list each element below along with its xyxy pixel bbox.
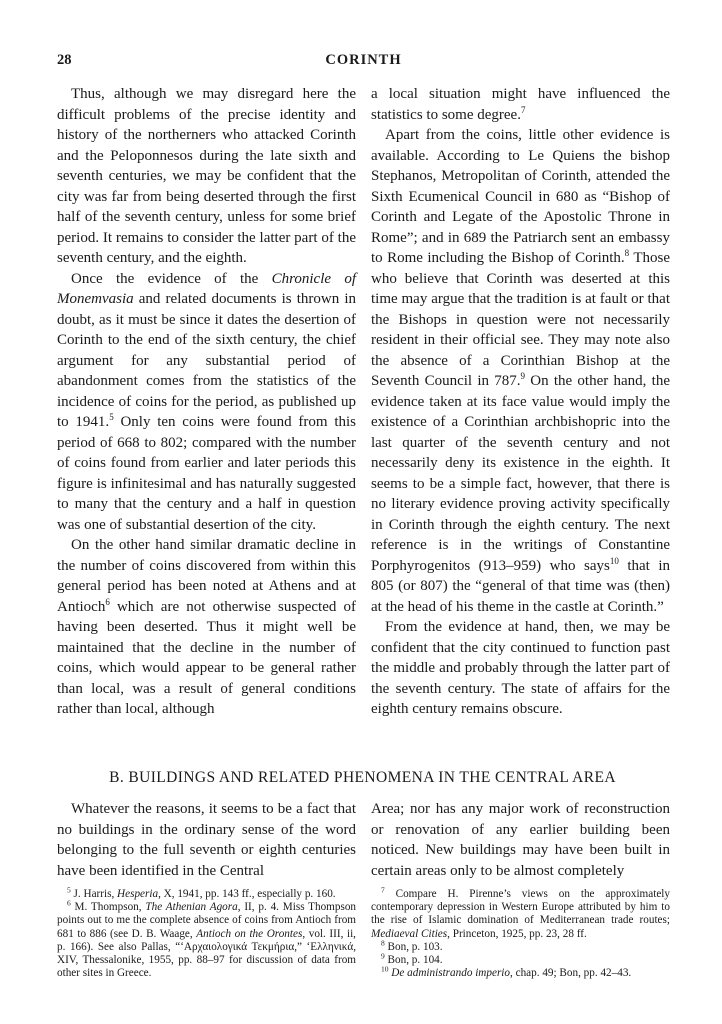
paragraph: a local situation might have influenced the statistics to some degree.$^7$ (371, 86, 670, 123)
paragraph: Area; nor has any major work of reconstruction or renovation of any earlier building been noticed. New buildings may have been built in certain areas only to be almost completely (371, 801, 670, 879)
paragraph: Whatever the reasons, it seems to be a fact that no buildings in the ordinary sense of the word belonging to the full seventh or eighth centuries have been identified in the Central (57, 801, 356, 879)
footnote-ref: 8 (624, 248, 630, 258)
footnotes-right (371, 885, 670, 980)
paragraph: Apart from the coins, little other evidence is available. According to Le Quiens the bishop Stephanos, Metropolitan of Corinth, attended the Sixth Ecumenical Council in 680 as “Bishop of Corinth and Legate of the Apostolic Throne in Rome”; and in 689 the Patriarch sent an embassy to Rome including the Bishop of Corinth.$^8$ Those who believe that Corinth was deserted at this time may argue that the tradition is at fault or that the Bishops in question were not necessarily resident in their official see. They may note also the absence of a Corinthian Bishop at the Seventh Council in 787.$^9$ On the other hand, the evidence taken at its face value would imply the existence of a Corinthian archbishopric into the last quarter of the seventh century and not necessarily deny its existence in the eighth. It seems to be a simple fact, however, that there is no literary evidence proving activity specifically in Corinth through the eighth century. The next reference is in the writings of Constantine Porphyrogenitos (913–959) who says$^{10}$ that in 805 (or 807) the “general of that time was (then) at the head of his theme in the castle at Corinth.” (371, 127, 670, 615)
page-number: 28 (57, 52, 72, 68)
footnote-ref: 10 (609, 555, 619, 566)
footnote-10: $^{10}$ De administrando imperio, chap. 49; Bon, pp. 42–43. (381, 964, 632, 980)
left-column-lower (57, 799, 356, 881)
footnote-7: $^7$ Compare H. Pirenne’s views on the approximately contemporary depression in Western Europe attributed by him to the rise of Islamic domination of Mediterranean trade routes; Mediaeval Cities, Princeton, 1925, pp. 23, 28 ff. (371, 885, 670, 940)
paragraph: From the evidence at hand, then, we may be confident that the city continued to function past the middle and probably through the latter part of the seventh century. The state of affairs for the eighth century remains obscure. (371, 619, 670, 717)
section-heading: B. BUILDINGS AND RELATED PHENOMENA IN THE CENTRAL AREA (109, 769, 616, 786)
footnote-ref: 6 (105, 596, 110, 607)
chronicle-title: Chronicle of Monemvasia (57, 270, 356, 307)
paragraph: Thus, although we may disregard here the difficult problems of the precise identity and history of the northerners who attacked Corinth and the Peloponnesos during the late sixth and seventh centuries, we may be confident that the city was far from being deserted through the first half of the seventh century, unless for some brief period. It remains to consider the latter part of the seventh century, and the eighth. (57, 86, 356, 266)
footnote-6: $^6$ M. Thompson, The Athenian Agora, II, p. 4. Miss Thompson points out to me the complete absence of coins from Antioch from 681 to 886 (see D. B. Waage, Antioch on the Orontes, vol. III, ii, p. 166). See also Pallas, “‘Αρχαιολογικά Τεκμήρια,” ‘Ελληνικά, XIV, Thessalonike, 1955, pp. 88–97 for discussion of data from other sites in Greece. (57, 898, 357, 980)
footnotes-left (57, 885, 357, 980)
right-column-lower (371, 799, 670, 881)
footnote-ref: 7 (520, 104, 526, 115)
footnote-9: $^9$ Bon, p. 104. (381, 951, 443, 967)
footnote-ref: 9 (520, 371, 526, 381)
footnote-5: $^5$ J. Harris, Hesperia, X, 1941, pp. 143 ff., especially p. 160. (67, 885, 336, 900)
paragraph: Once the evidence of the Chronicle of Monemvasia and related documents is thrown in doubt, as it must be since it dates the desertion of Corinth to the end of the sixth century, the chief argument for any substantial period of abandonment comes from the statistics of the incidence of coins for the period, as published up to 1941.$^5$ Only ten coins were found from this period of 668 to 802; compared with the number of coins found from earlier and later periods this figure is infinitesimal and has naturally suggested to many that the century and a half in question was one of substantial desertion of the city. (57, 270, 356, 533)
running-header (57, 52, 670, 72)
paragraph: On the other hand similar dramatic decline in the number of coins discovered from within this general period has been noted at Athens and at Antioch$^6$ which are not otherwise suspected of having been deserted. Thus it might well be maintained that the decline in the number of coins, which would appear to be general rather than local, was a result of general conditions rather than local, although (57, 537, 356, 717)
footnote-ref: 5 (109, 412, 114, 422)
left-column-upper (57, 84, 356, 720)
right-column-upper (371, 84, 670, 720)
running-title: CORINTH (325, 52, 402, 68)
footnote-8: $^8$ Bon, p. 103. (381, 938, 443, 953)
